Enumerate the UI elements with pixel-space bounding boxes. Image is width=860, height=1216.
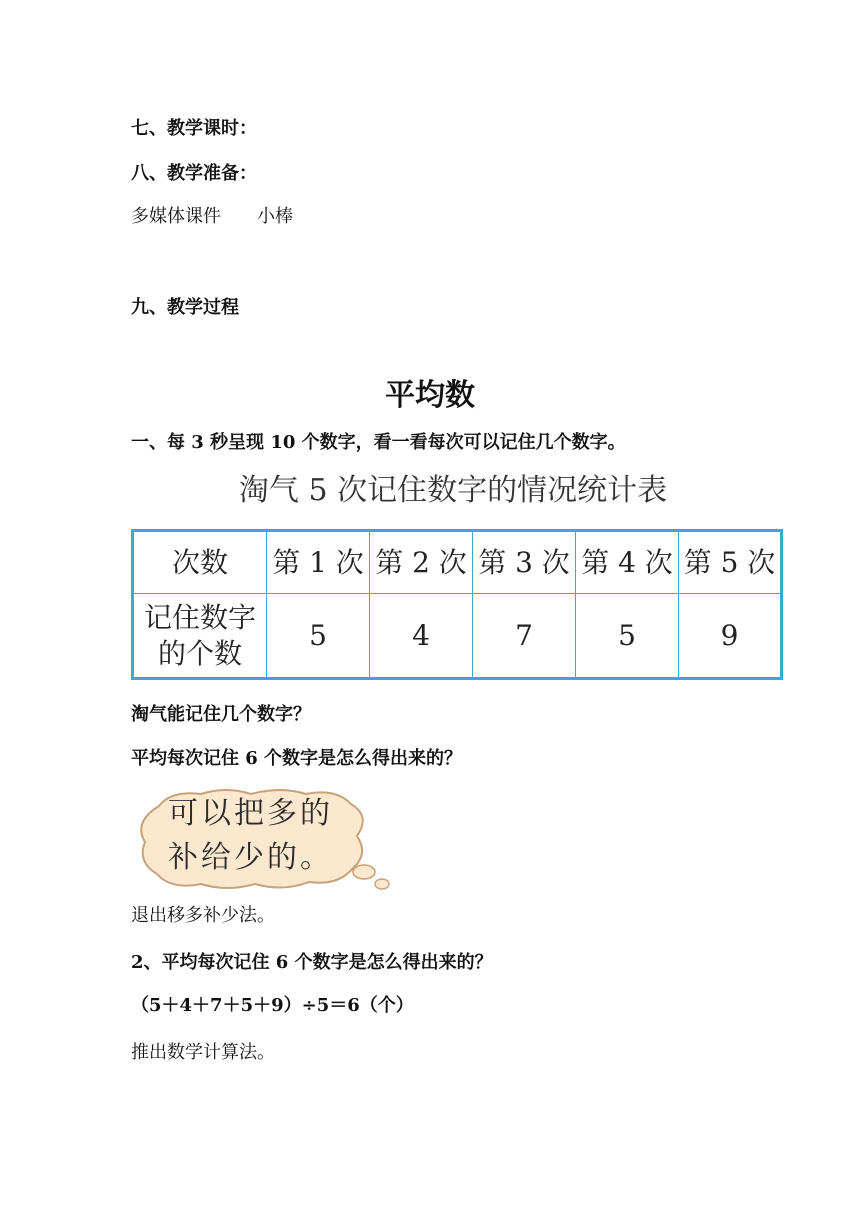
section-teaching-process: 九、教学过程 <box>131 297 239 318</box>
page-title: 平均数 <box>385 378 475 413</box>
question-average: 平均每次记住 6 个数字是怎么得出来的？ <box>131 748 463 769</box>
table-value-cell: 7 <box>473 594 576 679</box>
table-value-cell: 5 <box>576 594 679 679</box>
cloud-speech-text <box>168 792 333 880</box>
section-teaching-hours: 七、教学课时： <box>131 118 257 139</box>
method-move-more-fill-less: 退出移多补少法。 <box>131 905 275 926</box>
intro-text: 一、每 3 秒呈现 10 个数字，看一看每次可以记住几个数字。 <box>131 432 626 453</box>
table-header-cell: 第 3 次 <box>473 531 576 594</box>
row-label-line1: 记住数字 <box>143 600 256 634</box>
table-row-label <box>133 594 267 679</box>
table-header-cell: 第 1 次 <box>267 531 370 594</box>
formula: （5＋4＋7＋5＋9）÷5＝6（个） <box>131 995 414 1016</box>
table-header-cell: 第 5 次 <box>679 531 782 594</box>
section-teaching-prep: 八、教学准备： <box>131 163 257 184</box>
cloud-line2: 补给少的。 <box>168 840 333 875</box>
table-header-cell: 第 4 次 <box>576 531 679 594</box>
stats-table <box>131 529 783 680</box>
prep-items: 多媒体课件 小棒 <box>131 206 293 227</box>
table-value-cell: 4 <box>370 594 473 679</box>
method-calculation: 推出数学计算法。 <box>131 1042 275 1063</box>
table-title: 淘气 5 次记住数字的情况统计表 <box>238 473 668 508</box>
question-remember: 淘气能记住几个数字？ <box>131 704 311 725</box>
question-2-average: 2、平均每次记住 6 个数字是怎么得出来的？ <box>131 952 493 973</box>
table-row-values <box>133 594 782 679</box>
cloud-line1: 可以把多的 <box>168 796 333 831</box>
table-header-cell: 第 2 次 <box>370 531 473 594</box>
table-value-cell: 9 <box>679 594 782 679</box>
row-label-line2: 的个数 <box>157 636 242 670</box>
table-value-cell: 5 <box>267 594 370 679</box>
table-header-cell: 次数 <box>133 531 267 594</box>
table-row-header <box>133 531 782 594</box>
